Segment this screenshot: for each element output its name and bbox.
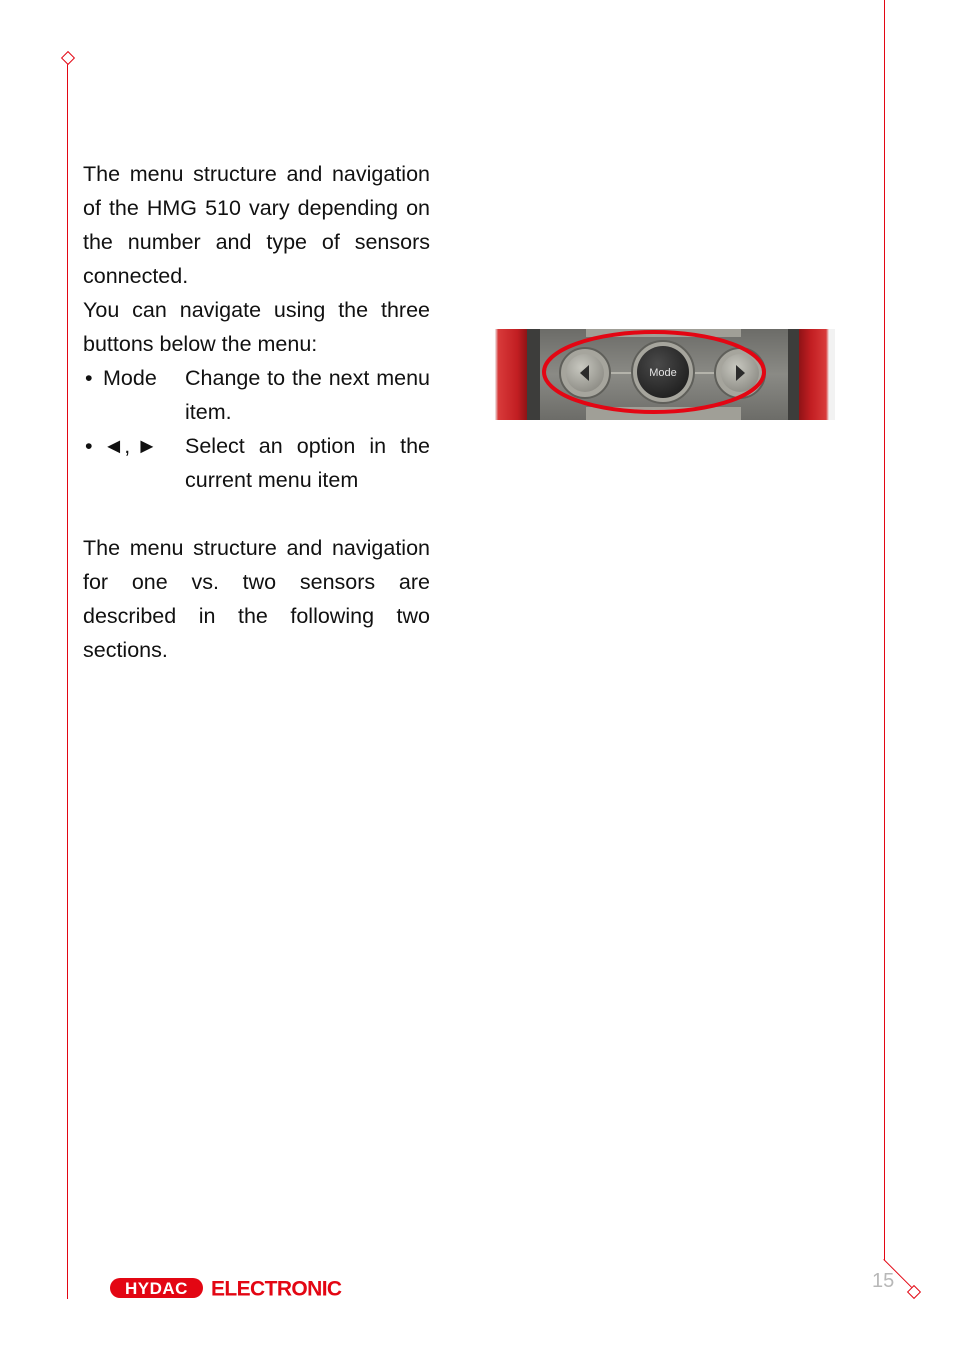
svg-text:ELECTRONIC: ELECTRONIC bbox=[211, 1277, 342, 1301]
sections-paragraph bbox=[83, 531, 430, 667]
hydac-electronic-logo bbox=[109, 1275, 371, 1308]
top-diamond-icon bbox=[61, 51, 75, 65]
bullet-dot: • bbox=[85, 366, 93, 390]
sections-paragraph-text: The menu structure and navigation for one vs. two sensors are described in the following two sections. bbox=[83, 536, 430, 662]
navigation-paragraph bbox=[83, 293, 430, 361]
bullet-key-arrows: ◄, ► bbox=[103, 434, 158, 458]
intro-paragraph-text: The menu structure and navigation of the HMG 510 vary depending on the number and type of sensors connected. bbox=[83, 162, 430, 288]
bullet-item-mode bbox=[83, 361, 430, 429]
main-text-column bbox=[83, 157, 430, 667]
intro-paragraph bbox=[83, 157, 430, 293]
svg-text:HYDAC: HYDAC bbox=[125, 1279, 188, 1298]
bullet-dot: • bbox=[85, 434, 93, 458]
navigation-paragraph-text: You can navigate using the three buttons below the menu: bbox=[83, 298, 430, 356]
paragraph-gap bbox=[83, 497, 430, 531]
mode-button-icon bbox=[632, 341, 694, 403]
left-margin-rule bbox=[67, 62, 68, 1299]
left-arrow-button-icon bbox=[560, 348, 610, 398]
device-buttons-photo bbox=[491, 329, 835, 420]
page-number: 15 bbox=[872, 1270, 895, 1292]
mode-button-label: Mode bbox=[649, 367, 677, 379]
bullet-description: Change to the next menu item. bbox=[185, 366, 430, 424]
bullet-item-arrows bbox=[83, 429, 430, 497]
bullet-description: Select an option in the current menu item bbox=[185, 434, 430, 492]
bottom-diamond-icon bbox=[907, 1285, 921, 1299]
right-margin-rule bbox=[884, 0, 885, 1260]
bullet-key-mode: Mode bbox=[103, 366, 157, 390]
